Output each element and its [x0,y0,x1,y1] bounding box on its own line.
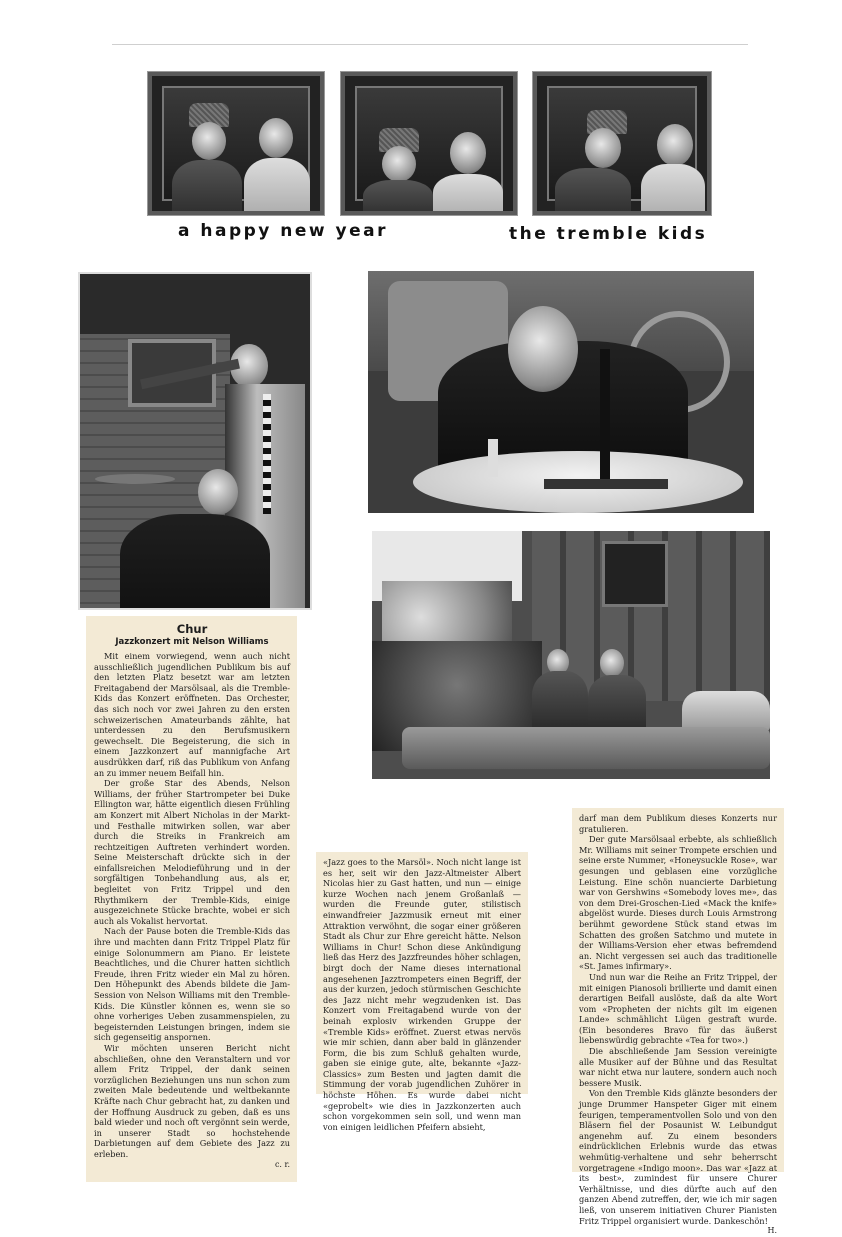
caption-tremble-kids: the tremble kids [509,224,708,244]
clipping-paragraph: Mit einem vorwiegend, wenn auch nicht ausschließlich jugendlichen Publikum bis auf den letzten Platz besetzt war am letzten Freitagabend der Marsölsaal, als die Tremble-Kids das Konzert eröffneten. Das Orchester, das sich noch vor zwei Jahren zu den ersten schweizerischen Amateurbands zählte, hat unterdessen zu den Berufsmusikern gewechselt. Die Begeisterung, die sich in einem Jazzkonzert auf mannigfache Art ausdrükken darf, riß das Publikum von Anfang an zu immer neuem Beifall hin. [94,651,290,778]
clipping-paragraph: darf man dem Publikum dieses Konzerts nur gratulieren. [579,813,777,834]
photo-jam-session [78,272,312,610]
clipping-headline: Jazzkonzert mit Nelson Williams [115,637,269,647]
clipping-paragraph: Der gute Marsölsaal erbebte, als schließlich Mr. Williams mit seiner Trompete erschien und seine erste Nummer, «Honeysuckle Rose», war gesungen und geblasen eine vorzügliche Leistung. Eine schön nuancierte Darbietung war von Gershwins «Somebody loves me», das von dem Drei-Groschen-Lied «Mack the knife» abgelöst wurde. Dieses durch Louis Armstrong berühmt gewordene Stück stand etwas im Schatten des großen Satchmo und mutete in der Williams-Version eher etwas befremdend an. Nicht vergessen sei auch das traditionelle «St. James infirmary». [579,834,777,972]
clipping-paragraph: Von den Tremble Kids glänzte besonders der junge Drummer Hanspeter Giger mit einem feurigen, temperamentvollen Solo und von den Bläsern fiel der Posaunist W. Leibundgut angenehm auf. Zu einem besonders eindrücklichen Erlebnis wurde das etwas wehmütig-verhaltene und sehr beherrscht vorgetragene «Indigo moon». Das war «Jazz at its best», zumindest für unsere Churer Verhältnisse, und dies dürfte auch auf den ganzen Abend zutreffen, der, wie ich mir sagen ließ, von unserem initiativen Churer Pianisten Fritz Trippel organisiert wurde. Dankeschön! [579,1088,777,1226]
top-divider [112,44,748,45]
newspaper-clipping-review [572,808,784,1236]
clipping-signature: H. [767,1226,777,1236]
photo-clarinetist [368,271,754,513]
clipping-paragraph: «Jazz goes to the Marsöl». Noch nicht lange ist es her, seit wir den Jazz-Altmeister Albert Nicolas hier zu Gast hatten, und nun — einige kurze Wochen nach jenem Großanlaß — wurden die Freunde guter, stilistisch einwandfreier Jazzmusik erneut mit einer Attraktion verwöhnt, die sogar einer größeren Stadt als Chur zur Ehre gereicht hätte. Nelson Williams in Chur! Schon diese Ankündigung ließ das Herz des Jazzfreundes höher schlagen, birgt doch der Name dieses international angesehenen Jazztrompeters einen Begriff, der aus der kurzen, jedoch stürmischen Geschichte des Jazz nicht mehr wegzudenken ist. Das Konzert vom Freitagabend wurde von der beinah explosiv wirkenden Gruppe der «Tremble Kids» eröffnet. Zuerst etwas nervös wie mir schien, dann aber bald in glänzender Form, die bis zum Schluß gehalten wurde, gaben sie einige gute, alte, bekannte «Jazz-Classics» zum Besten und jagten damit die Stimmung der vorab jugendlichen Zuhörer in höchste Höhen. Es wurde dabei nicht «geprobelt» wie dies in Jazzkonzerten auch schon vorgekommen sein soll, und wenn man von einigen leidlichen Pfeifern absieht, [323,857,521,1132]
clipping-paragraph: Der große Star des Abends, Nelson Williams, der früher Startrompeter bei Duke Ellington war, hätte eigentlich diesen Frühling am Konzert mit Albert Nicholas in der Markt- und Festhalle mitwirken sollen, war aber durch die Streiks in Frankreich am rechtzeitigen Auftreten verhindert worden. Seine Meisterschaft drückte sich in der einfallsreichen Melodieführung und in der sorgfältigen Tonbehandlung aus, als er, begleitet von Fritz Trippel und den Rhythmikern der Tremble-Kids, einige ausgezeichnete Stücke brachte, wobei er sich auch als Vokalist hervortat. [94,778,290,926]
newspaper-clipping-marsoel [316,852,528,1132]
clipping-signature: c. r. [274,1159,290,1169]
clipping-paragraph: Nach der Pause boten die Tremble-Kids das ihre und machten dann Fritz Trippel Platz für einige Solonummern am Piano. Er leistete Beachtliches, und die Churer hatten sichtlich Freude, ihren Fritz wieder ein Mal zu hören. Den Höhepunkt des Abends bildete die Jam-Session von Nelson Williams mit den Tremble-Kids. Die Künstler können es, wenn sie so ohne vorheriges Ueben zusammenspielen, zu begeisternden Leistungen bringen, indem sie sich gegenseitig anspornen. [94,926,290,1043]
newspaper-clipping-chur [86,616,297,1182]
photobooth-photo-1 [148,72,324,215]
photo-street-car [372,531,770,779]
clipping-paragraph: Wir möchten unseren Bericht nicht abschließen, ohne den Veranstaltern und vor allem Fritz Trippel, der dank seinen vorzüglichen Beziehungen uns nun schon zum zweiten Male bedeutende und weltbekannte Kräfte nach Chur gebracht hat, zu danken und der Hoffnung Ausdruck zu geben, daß es uns bald wieder und noch oft vergönnt sein werde, in unserer Stadt so hochstehende Darbietungen auf dem Gebiete des Jazz zu erleben. [94,1042,290,1159]
clipping-paragraph: Die abschließende Jam Session vereinigte alle Musiker auf der Bühne und das Resultat war nicht etwa nur lautere, sondern auch noch bessere Musik. [579,1046,777,1088]
clipping-paragraph: Und nun war die Reihe an Fritz Trippel, der mit einigen Pianosoli brillierte und damit einen derartigen Beifall auslöste, daß da alte Wort vom «Propheten der nichts gilt im eigenen Lande» schmählicht Lügen gestraft wurde. (Ein besonderes Bravo für das äußerst liebenswürdig gebrachte «Tea for two».) [579,971,777,1046]
photobooth-photo-2 [341,72,517,215]
clipping-place: Chur [176,622,208,636]
caption-happy-new-year: a happy new year [178,221,389,241]
photobooth-photo-3 [533,72,711,215]
